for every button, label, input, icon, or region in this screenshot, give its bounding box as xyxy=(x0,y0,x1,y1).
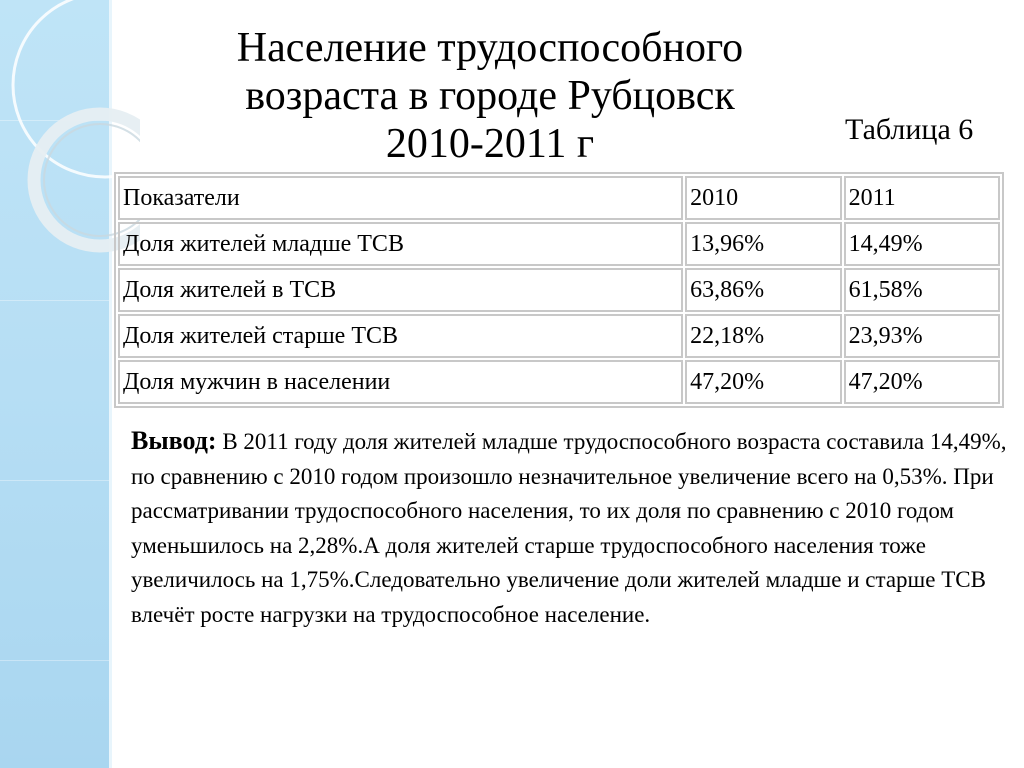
conclusion-text: В 2011 году доля жителей младше трудоспособного возраста составила 14,49%, по сравнению с 2010 годом произошло незначительное увеличение всего на 0,53%. При рассматривании трудоспособного населения, то их доля по сравнению с 2010 годом уменьшилось на 2,28%.А доля жителей старше трудоспособного населения тоже увеличилось на 1,75%.Следовательно увеличение доли жителей младше и старше ТСВ влечёт росте нагрузки на трудоспособное население. xyxy=(131,429,1007,627)
value-2010: 22,18% xyxy=(685,314,841,358)
table-caption: Таблица 6 xyxy=(845,113,974,146)
value-2010: 63,86% xyxy=(685,268,841,312)
band-stripe xyxy=(0,300,112,301)
row-label: Доля жителей старше ТСВ xyxy=(118,314,683,358)
table-row xyxy=(118,360,1000,404)
title-line: 2010-2011 г xyxy=(385,121,595,167)
large-ring-outline xyxy=(13,0,140,177)
value-2011: 61,58% xyxy=(844,268,1000,312)
header-cell-indicator: Показатели xyxy=(118,176,683,220)
table-header-row xyxy=(118,176,1000,220)
table-row xyxy=(118,314,1000,358)
table-row xyxy=(118,222,1000,266)
population-table-wrapper xyxy=(114,172,1004,408)
value-2011: 23,93% xyxy=(844,314,1000,358)
header-cell-2011: 2011 xyxy=(844,176,1000,220)
band-stripe xyxy=(0,480,112,481)
header-cell-2010: 2010 xyxy=(685,176,841,220)
row-label: Доля жителей в ТСВ xyxy=(118,268,683,312)
value-2010: 13,96% xyxy=(685,222,841,266)
band-stripe xyxy=(0,660,112,661)
slide-title xyxy=(200,24,780,168)
conclusion-label: Вывод: xyxy=(131,426,217,455)
conclusion-paragraph xyxy=(131,424,1011,632)
row-label: Доля мужчин в населении xyxy=(118,360,683,404)
row-label: Доля жителей младше ТСВ xyxy=(118,222,683,266)
population-table xyxy=(114,172,1004,408)
value-2010: 47,20% xyxy=(685,360,841,404)
value-2011: 47,20% xyxy=(844,360,1000,404)
table-row xyxy=(118,268,1000,312)
title-line: Население трудоспособного xyxy=(236,25,744,71)
value-2011: 14,49% xyxy=(844,222,1000,266)
title-line: возраста в городе Рубцовск xyxy=(245,73,735,119)
